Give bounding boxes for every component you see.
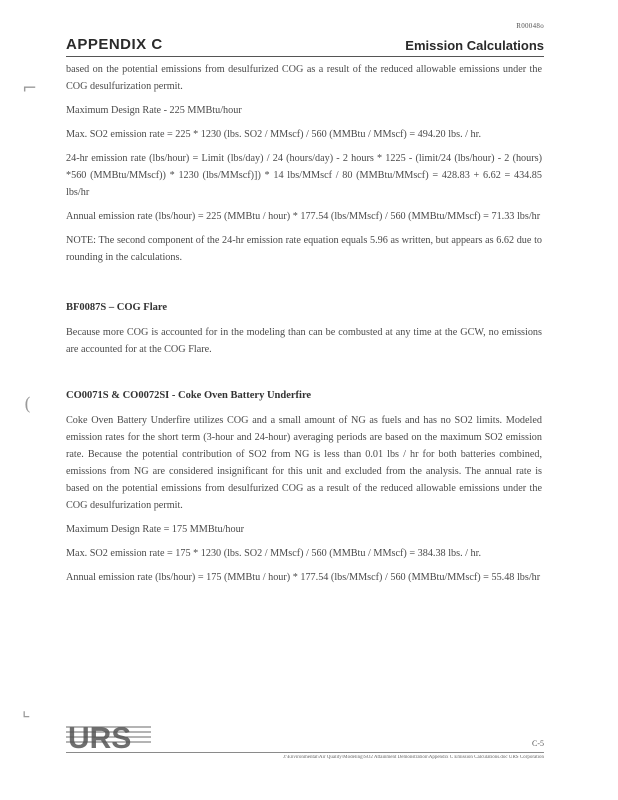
section-heading-coke-oven-underfire: CO0071S & CO0072SI - Coke Oven Battery Underfire xyxy=(66,390,312,401)
paragraph: 24-hr emission rate (lbs/hour) = Limit (lbs/day) / 24 (hours/day) - 2 hours * 1225 - (limit/24 (lbs/hour) - 2 (hours) *560 (MMBtu/MMscf)) * 1230 (lbs/MMscf)]) * 14 lbs/MMscf / 80 (MMBtu/MMscf) = 428.83 + 6.62 = 434.85 lbs/hr xyxy=(66,153,542,198)
paragraph: Because more COG is accounted for in the modeling than can be combusted at any time at the GCW, no emissions are accounted for at the COG Flare. xyxy=(66,327,542,355)
document-body xyxy=(66,61,542,593)
note-paragraph: NOTE: The second component of the 24-hr emission rate equation equals 5.96 as written, but appears as 6.62 due to rounding in the calculations. xyxy=(66,235,542,263)
paragraph: based on the potential emissions from desulfurized COG as a result of the reduced allowable emissions under the COG desulfurization permit. xyxy=(66,64,542,92)
margin-bracket-mark: ⌐ xyxy=(22,78,38,99)
margin-bracket-mark: ( xyxy=(24,394,32,415)
footer-divider xyxy=(66,752,544,753)
paragraph: Max. SO2 emission rate = 225 * 1230 (lbs. SO2 / MMscf) / 560 (MMBtu / MMscf) = 494.20 lbs. / hr. xyxy=(66,129,482,140)
paragraph: Max. SO2 emission rate = 175 * 1230 (lbs. SO2 / MMscf) / 560 (MMBtu / MMscf) = 384.38 lbs. / hr. xyxy=(66,548,482,559)
paragraph: Maximum Design Rate - 225 MMBtu/hour xyxy=(66,105,242,116)
paragraph: Coke Oven Battery Underfire utilizes COG and a small amount of NG as fuels and has no SO2 limits. Modeled emission rates for the short term (3-hour and 24-hour) averaging periods are based on the maximum SO2 emission rate. Because the potential contribution of SO2 from NG is less than 0.01 lbs / hr for both batteries combined, emissions from NG are considered insignificant for this unit and excluded from the analysis. The annual rate is based on the potential emissions from desulfurized COG as a result of the reduced allowable emissions under the COG desulfurization permit. xyxy=(66,415,542,511)
margin-bracket-mark: ⌞ xyxy=(22,700,31,721)
paragraph: Maximum Design Rate = 175 MMBtu/hour xyxy=(66,524,245,535)
page-number: C-5 xyxy=(532,739,544,748)
urs-logo xyxy=(66,718,151,752)
section-title: Emission Calculations xyxy=(405,38,544,53)
paragraph: Annual emission rate (lbs/hour) = 175 (MMBtu / hour) * 177.54 (lbs/MMscf) / 560 (MMBtu/MMscf) = 55.48 lbs/hr xyxy=(66,572,541,583)
document-id: R00048o xyxy=(516,22,544,30)
footer-path-text: J:\Environmental\Air Quality\Modeling\SO2 Attainment Demonstration\Appendix C Emission Calculations.doc URS Corporation xyxy=(283,755,544,760)
appendix-label: APPENDIX C xyxy=(66,36,163,53)
logo-text: URS xyxy=(68,722,132,752)
paragraph: Annual emission rate (lbs/hour) = 225 (MMBtu / hour) * 177.54 (lbs/MMscf) / 560 (MMBtu/MMscf) = 71.33 lbs/hr xyxy=(66,211,541,222)
section-heading-cog-flare: BF0087S – COG Flare xyxy=(66,302,168,313)
header-divider xyxy=(66,56,544,57)
